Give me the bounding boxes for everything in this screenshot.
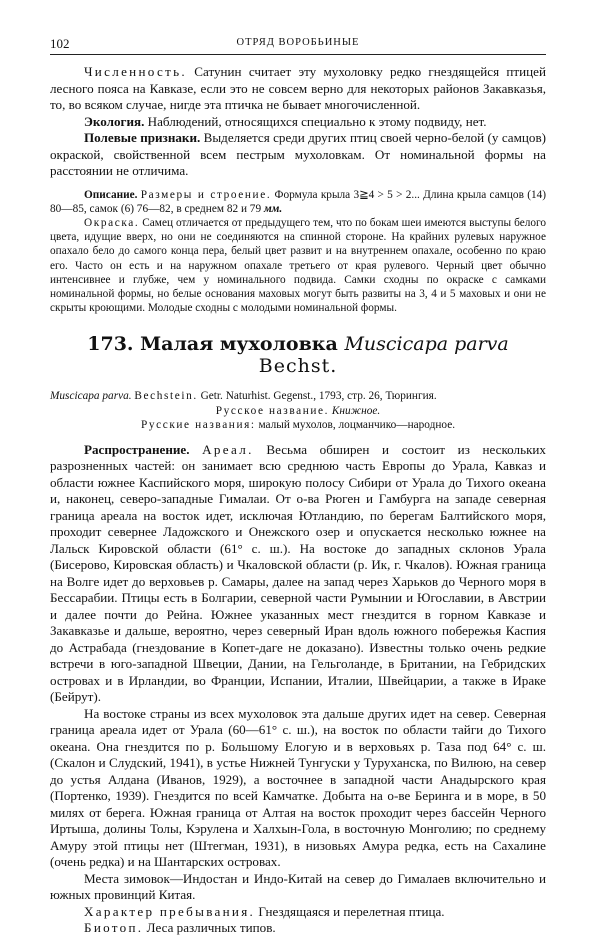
species-number-name: 173. Малая мухоловка xyxy=(87,333,338,356)
russian-names-label: Русские названия: xyxy=(140,418,256,431)
coloration-label: Окраска. xyxy=(84,216,140,229)
field-marks-label: Полевые признаки. xyxy=(84,130,201,145)
population-paragraph xyxy=(50,64,546,114)
east-range-paragraph: На востоке страны из всех мухоловок эта дальше других идет на север. Северная граница ареала идет от Урала (60—61° с. ш.), на восток по области тайги до Тихого океана. Она гнездится по р. Большому Елогую и в верховьях р. Таза под 64° с. ш. (Скалон и Слудский, 1941), в устье Нижней Тунгуски у Туруханска, по Вилюю, на север до устья Алдана (Иванов, 1929), а восточнее в западной части Анадырского края (Портенко, 1939). Гнездится по всей Камчатке. Добыта на о-ве Беринга и в море, в 50 милях от берега. Южная граница от Алтая на восток проходит через бассейн Черного Иртыша, долины Толы, Кэрулена и Халхын-Гола, в восточную Монголию; по среднему Амуру этой птицы нет (Штегман, 1931), в низовьях Амура редка, есть на Сахалине (очень редка) и на Шантарских островах. xyxy=(50,705,546,870)
description-text: Формула крыла 3≧4 > 5 > 2... Длина крыла самцов (14) 80—85, самок (6) 76—82, в среднем 82 и 79 xyxy=(50,188,547,215)
russian-names-value: малый мухолов, лоцманчико—народное. xyxy=(255,418,456,431)
russian-name-line xyxy=(50,404,546,418)
page-number: 102 xyxy=(50,36,70,51)
coloration-paragraph xyxy=(50,216,546,315)
synonymy-author: Bechstein. xyxy=(134,390,198,403)
residency-label: Характер пребывания. xyxy=(84,903,256,919)
size-structure-label: Размеры и строение. xyxy=(140,188,272,201)
running-head: ОТРЯД ВОРОБЬИНЫЕ xyxy=(236,37,360,48)
description-label: Описание. xyxy=(84,188,138,201)
distribution-paragraph xyxy=(50,442,546,706)
species-latin-name: Muscicapa parva xyxy=(344,333,509,356)
distribution-label: Распространение. xyxy=(84,441,190,457)
distribution-text: Весьма обширен и состоит из нескольких разрозненных частей: он занимает всю среднюю часть Европы до Урала, Кавказ и области южнее Каспийского моря, широкую полосу Сибири от Урала до Тихого океана и, наконец, северо-западные Гималаи. От о-ва Рюген и Гамбурга на западе северная граница ареала на восток идет, исключая Ютландию, по берегам Балтийского моря, проходит севернее Ладожского и Онежского озер и опускается несколько южнее на Лальск Кировской области (61° с. ш.). На востоке до западных склонов Урала (Бисерово, Кировская область) и Чкаловской области (р. Ик, г. Чкалов). Южная граница на Волге идет до верховьев р. Самары, далее на запад через Харьков до Черного моря в Бессарабии. Птицы есть в Болгарии, северной части Румынии и Югославии, в Австрии и далее почти до Рейна. Южнее указанных мест гнездится в горном Кавказе и Закавказье и дальше, вероятно, через северный Иран вдоль южного побережья Каспия до Астрабада (гнездование в Копет-даге не доказано). Известны только очень редкие встречи в юго-западной Швеции, Дании, на Гельголанде, в Британии, на Гебридских островах и в Ирландии, во Франции, Испании, Италии, Швейцарии, а также в Ираке (Бейрут). xyxy=(50,441,546,705)
field-marks-paragraph xyxy=(50,130,546,180)
russian-name-value: Книжное. xyxy=(329,404,381,417)
ecology-paragraph xyxy=(50,114,546,131)
page-header xyxy=(50,34,546,55)
russian-names-line xyxy=(50,418,546,432)
ecology-text: Наблюдений, относящихся специально к этому подвиду, нет. xyxy=(144,113,487,129)
biotope-paragraph xyxy=(50,920,546,937)
population-text: Сатунин считает эту мухоловку редко гнездящейся птицей лесного пояса на Кавказе, если это не совсем верно для некоторых районов Закавказья, то, во всяком случае, нигде эта птичка не бывает многочисленной. xyxy=(50,64,546,112)
range-label: Ареал. xyxy=(202,441,254,457)
field-marks-text: Выделяется среди других птиц своей черно-белой (у самцов) окраской, свойственной всем пестрым мухоловкам. От номинальной формы на расстоянии не отличима. xyxy=(50,130,546,178)
population-label: Численность. xyxy=(84,64,187,79)
residency-paragraph xyxy=(50,904,546,921)
synonymy-latin: Muscicapa parva. xyxy=(50,390,132,403)
coloration-text: Самец отличается от предыдущего тем, что по бокам шеи имеются выступы белого цвета, идущие вверх, но они не соединяются на спинной стороне. На крайних рулевых наружное опахало бело до самого конца пера, белый цвет развит и на внутреннем опахале, особенно по краю его. Часто он есть и на наружном опахале третьего от края рулевого. Черный цвет обычно интенсивнее и глубже, чем у номинального подвида. Самки сходны по окраске с самками номинальной формы, но белые основания маховых могут быть развиты на 3, 4 и 5 маховых и они не скрыты кроющими. Молодые сходны с молодыми номинальной формы. xyxy=(50,216,546,315)
description-paragraph xyxy=(50,188,546,216)
page-content xyxy=(50,64,546,937)
description-unit: мм. xyxy=(263,202,283,215)
wintering-paragraph: Места зимовок—Индостан и Индо-Китай на север до Гималаев включительно и южных провинций Китая. xyxy=(50,870,546,903)
residency-text: Гнездящаяся и перелетная птица. xyxy=(255,903,445,919)
ecology-label: Экология. xyxy=(84,113,145,129)
biotope-label: Биотоп. xyxy=(84,920,144,936)
spacer xyxy=(50,432,546,442)
biotope-text: Леса различных типов. xyxy=(143,920,276,936)
russian-name-label: Русское название. xyxy=(215,404,330,417)
synonymy-line xyxy=(50,389,546,403)
species-title xyxy=(50,333,546,377)
species-author: Bechst. xyxy=(258,355,338,378)
synonymy-reference: Getr. Naturhist. Gegenst., 1793, стр. 26, Тюрингия. xyxy=(197,390,437,403)
